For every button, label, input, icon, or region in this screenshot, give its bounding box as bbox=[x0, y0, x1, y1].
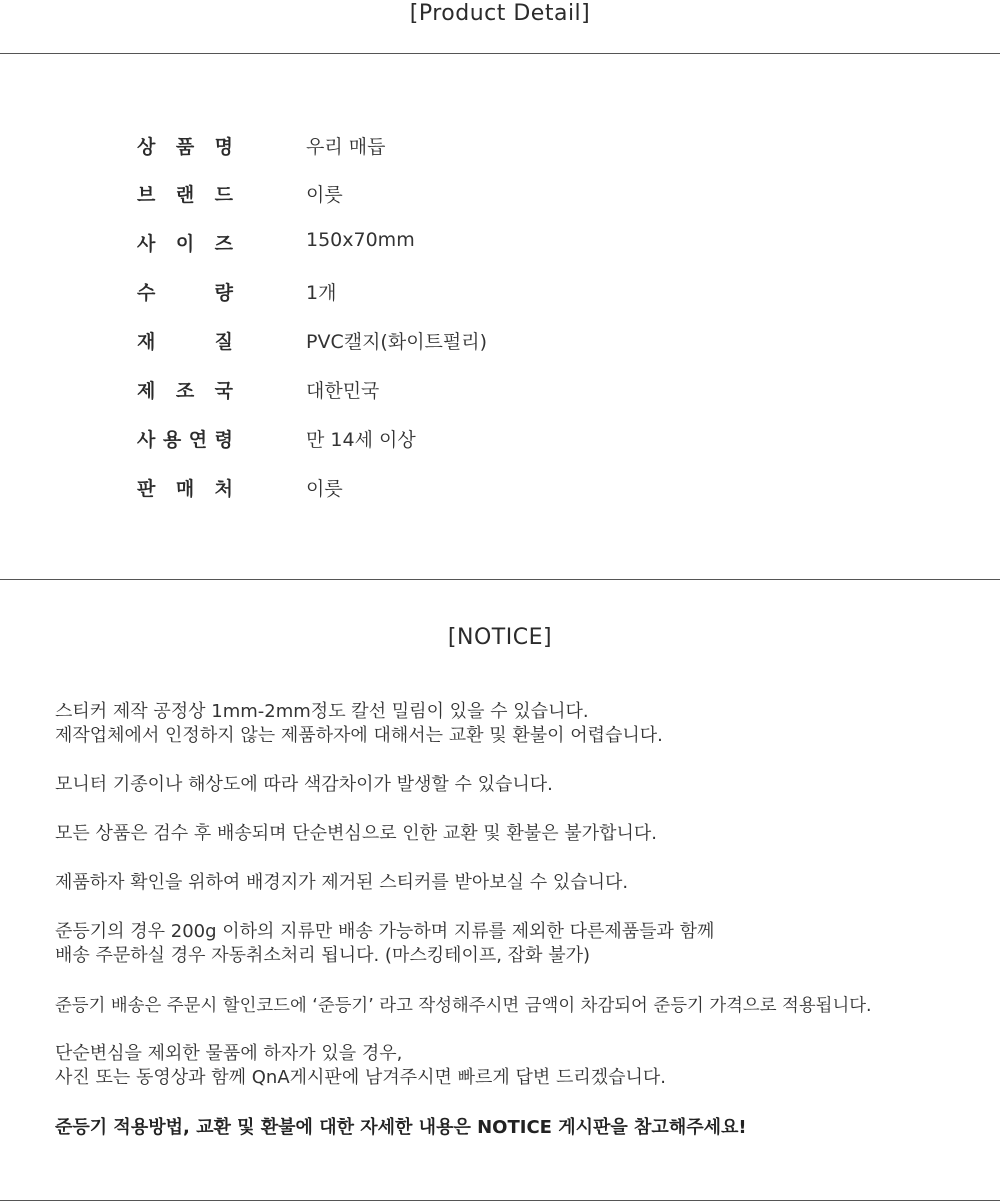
product-detail-title: [Product Detail] bbox=[409, 1, 591, 26]
notice-paragraph: 모든 상품은 검수 후 배송되며 단순변심으로 인한 교환 및 환불은 불가합니다. bbox=[55, 823, 657, 844]
spec-label: 사 용 연 령 bbox=[137, 429, 233, 451]
spec-value: 150x70mm bbox=[306, 229, 415, 251]
spec-label: 제 조 국 bbox=[137, 380, 233, 402]
notice-title: [NOTICE] bbox=[447, 625, 553, 650]
divider-middle bbox=[0, 579, 1000, 580]
notice-paragraph: 준등기 배송은 주문시 할인코드에 ‘준등기’ 라고 작성해주시면 금액이 차감되어 준등기 가격으로 적용됩니다. bbox=[55, 996, 872, 1016]
spec-row-age bbox=[137, 425, 737, 451]
notice-paragraph: 단순변심을 제외한 물품에 하자가 있을 경우, 사진 또는 동영상과 함께 QnA게시판에 남겨주시면 빠르게 답변 드리겠습니다. bbox=[55, 1043, 667, 1088]
spec-label: 사 이 즈 bbox=[137, 233, 233, 255]
spec-value: 이릇 bbox=[306, 478, 343, 500]
spec-label: 재 질 bbox=[137, 331, 233, 353]
spec-value: 대한민국 bbox=[306, 380, 380, 402]
spec-row-brand bbox=[137, 180, 737, 206]
spec-value: 이릇 bbox=[306, 184, 343, 206]
spec-row-product-name bbox=[137, 132, 737, 158]
spec-row-size bbox=[137, 229, 737, 255]
spec-row-material bbox=[137, 327, 737, 353]
divider-bottom bbox=[0, 1200, 1000, 1201]
spec-row-seller bbox=[137, 474, 737, 500]
spec-row-quantity bbox=[137, 278, 737, 304]
notice-paragraph: 준등기의 경우 200g 이하의 지류만 배송 가능하며 지류를 제외한 다른제품들과 함께 배송 주문하실 경우 자동취소처리 됩니다. (마스킹테이프, 잡화 불가) bbox=[55, 921, 715, 966]
spec-row-country bbox=[137, 376, 737, 402]
spec-label: 판 매 처 bbox=[137, 478, 233, 500]
spec-label: 브 랜 드 bbox=[137, 184, 233, 206]
spec-value: 만 14세 이상 bbox=[306, 429, 416, 451]
spec-label: 수 량 bbox=[137, 282, 233, 304]
notice-paragraph: 모니터 기종이나 해상도에 따라 색감차이가 발생할 수 있습니다. bbox=[55, 774, 553, 795]
spec-value: PVC캘지(화이트펄리) bbox=[306, 331, 488, 353]
spec-value: 우리 매듭 bbox=[306, 136, 386, 158]
spec-value: 1개 bbox=[306, 282, 337, 304]
spec-label: 상 품 명 bbox=[137, 136, 233, 158]
divider-top bbox=[0, 53, 1000, 54]
notice-paragraph: 제품하자 확인을 위하여 배경지가 제거된 스티커를 받아보실 수 있습니다. bbox=[55, 872, 629, 893]
notice-emphasis: 준등기 적용방법, 교환 및 환불에 대한 자세한 내용은 NOTICE 게시판을 참고해주세요! bbox=[55, 1117, 747, 1138]
notice-paragraph: 스티커 제작 공정상 1mm-2mm정도 칼선 밀림이 있을 수 있습니다. 제작업체에서 인정하지 않는 제품하자에 대해서는 교환 및 환불이 어렵습니다. bbox=[55, 701, 663, 746]
